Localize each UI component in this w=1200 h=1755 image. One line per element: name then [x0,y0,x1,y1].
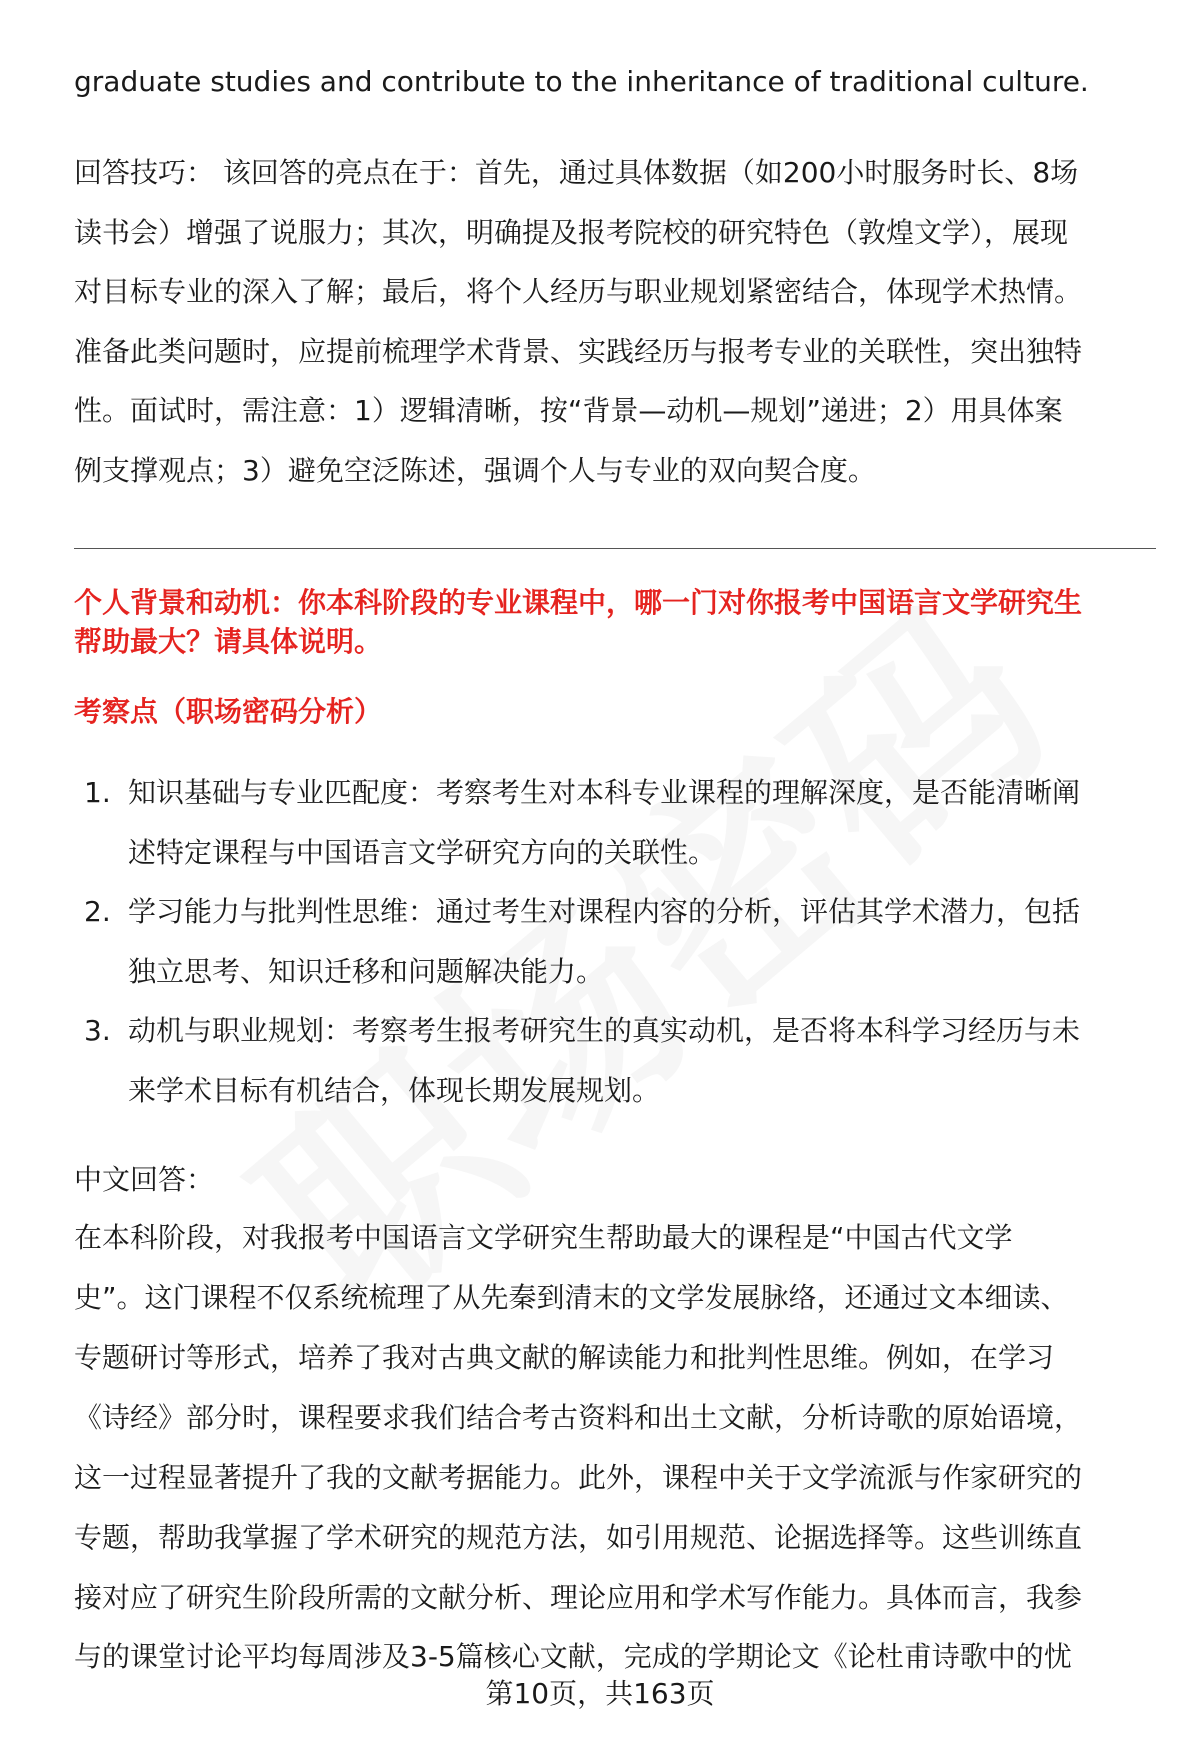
answer-line: 专题研讨等形式，培养了我对古典文献的解读能力和批判性思维。例如，在学习 [74,1341,1055,1374]
list-number: 3. [84,1014,111,1047]
answer-label: 中文回答： [74,1163,215,1196]
intro-line: graduate studies and contribute to the inheritance of traditional culture. [74,65,1089,98]
analysis-title: 考察点（职场密码分析） [74,695,383,728]
page-number: 第10页，共163页 [485,1677,715,1710]
answer-line: 史”。这门课程不仅系统梳理了从先秦到清末的文学发展脉络，还通过文本细读、 [74,1281,1069,1314]
list-item-line: 学习能力与批判性思维：通过考生对课程内容的分析，评估其学术潜力，包括 [128,895,1081,928]
answer-line: 在本科阶段，对我报考中国语言文学研究生帮助最大的课程是“中国古代文学 [74,1221,1013,1254]
tips-line: 回答技巧： 该回答的亮点在于：首先，通过具体数据（如200小时服务时长、8场 [74,156,1079,189]
tips-line: 例支撑观点；3）避免空泛陈述，强调个人与专业的双向契合度。 [74,454,876,487]
list-number: 1. [84,776,111,809]
answer-line: 接对应了研究生阶段所需的文献分析、理论应用和学术写作能力。具体而言，我参 [74,1581,1083,1614]
answer-line: 与的课堂讨论平均每周涉及3-5篇核心文献，完成的学期论文《论杜甫诗歌中的忧 [74,1640,1072,1673]
list-number: 2. [84,895,111,928]
answer-line: 《诗经》部分时，课程要求我们结合考古资料和出土文献，分析诗歌的原始语境， [74,1401,1083,1434]
tips-line: 准备此类问题时，应提前梳理学术背景、实践经历与报考专业的关联性，突出独特 [74,335,1083,368]
section-divider [74,548,1156,549]
question-line: 帮助最大？请具体说明。 [74,625,383,658]
tips-line: 性。面试时，需注意：1）逻辑清晰，按“背景—动机—规划”递进；2）用具体案 [74,394,1063,427]
answer-line: 这一过程显著提升了我的文献考据能力。此外，课程中关于文学流派与作家研究的 [74,1461,1083,1494]
list-item-line: 来学术目标有机结合，体现长期发展规划。 [128,1074,661,1107]
list-item-line: 述特定课程与中国语言文学研究方向的关联性。 [128,836,717,869]
list-item-line: 独立思考、知识迁移和问题解决能力。 [128,955,605,988]
list-item-line: 动机与职业规划：考察考生报考研究生的真实动机，是否将本科学习经历与未 [128,1014,1081,1047]
tips-line: 读书会）增强了说服力；其次，明确提及报考院校的研究特色（敦煌文学），展现 [74,216,1069,249]
tips-line: 对目标专业的深入了解；最后，将个人经历与职业规划紧密结合，体现学术热情。 [74,275,1083,308]
list-item-line: 知识基础与专业匹配度：考察考生对本科专业课程的理解深度，是否能清晰阐 [128,776,1081,809]
question-line: 个人背景和动机：你本科阶段的专业课程中，哪一门对你报考中国语言文学研究生 [74,586,1083,619]
answer-line: 专题，帮助我掌握了学术研究的规范方法，如引用规范、论据选择等。这些训练直 [74,1521,1083,1554]
